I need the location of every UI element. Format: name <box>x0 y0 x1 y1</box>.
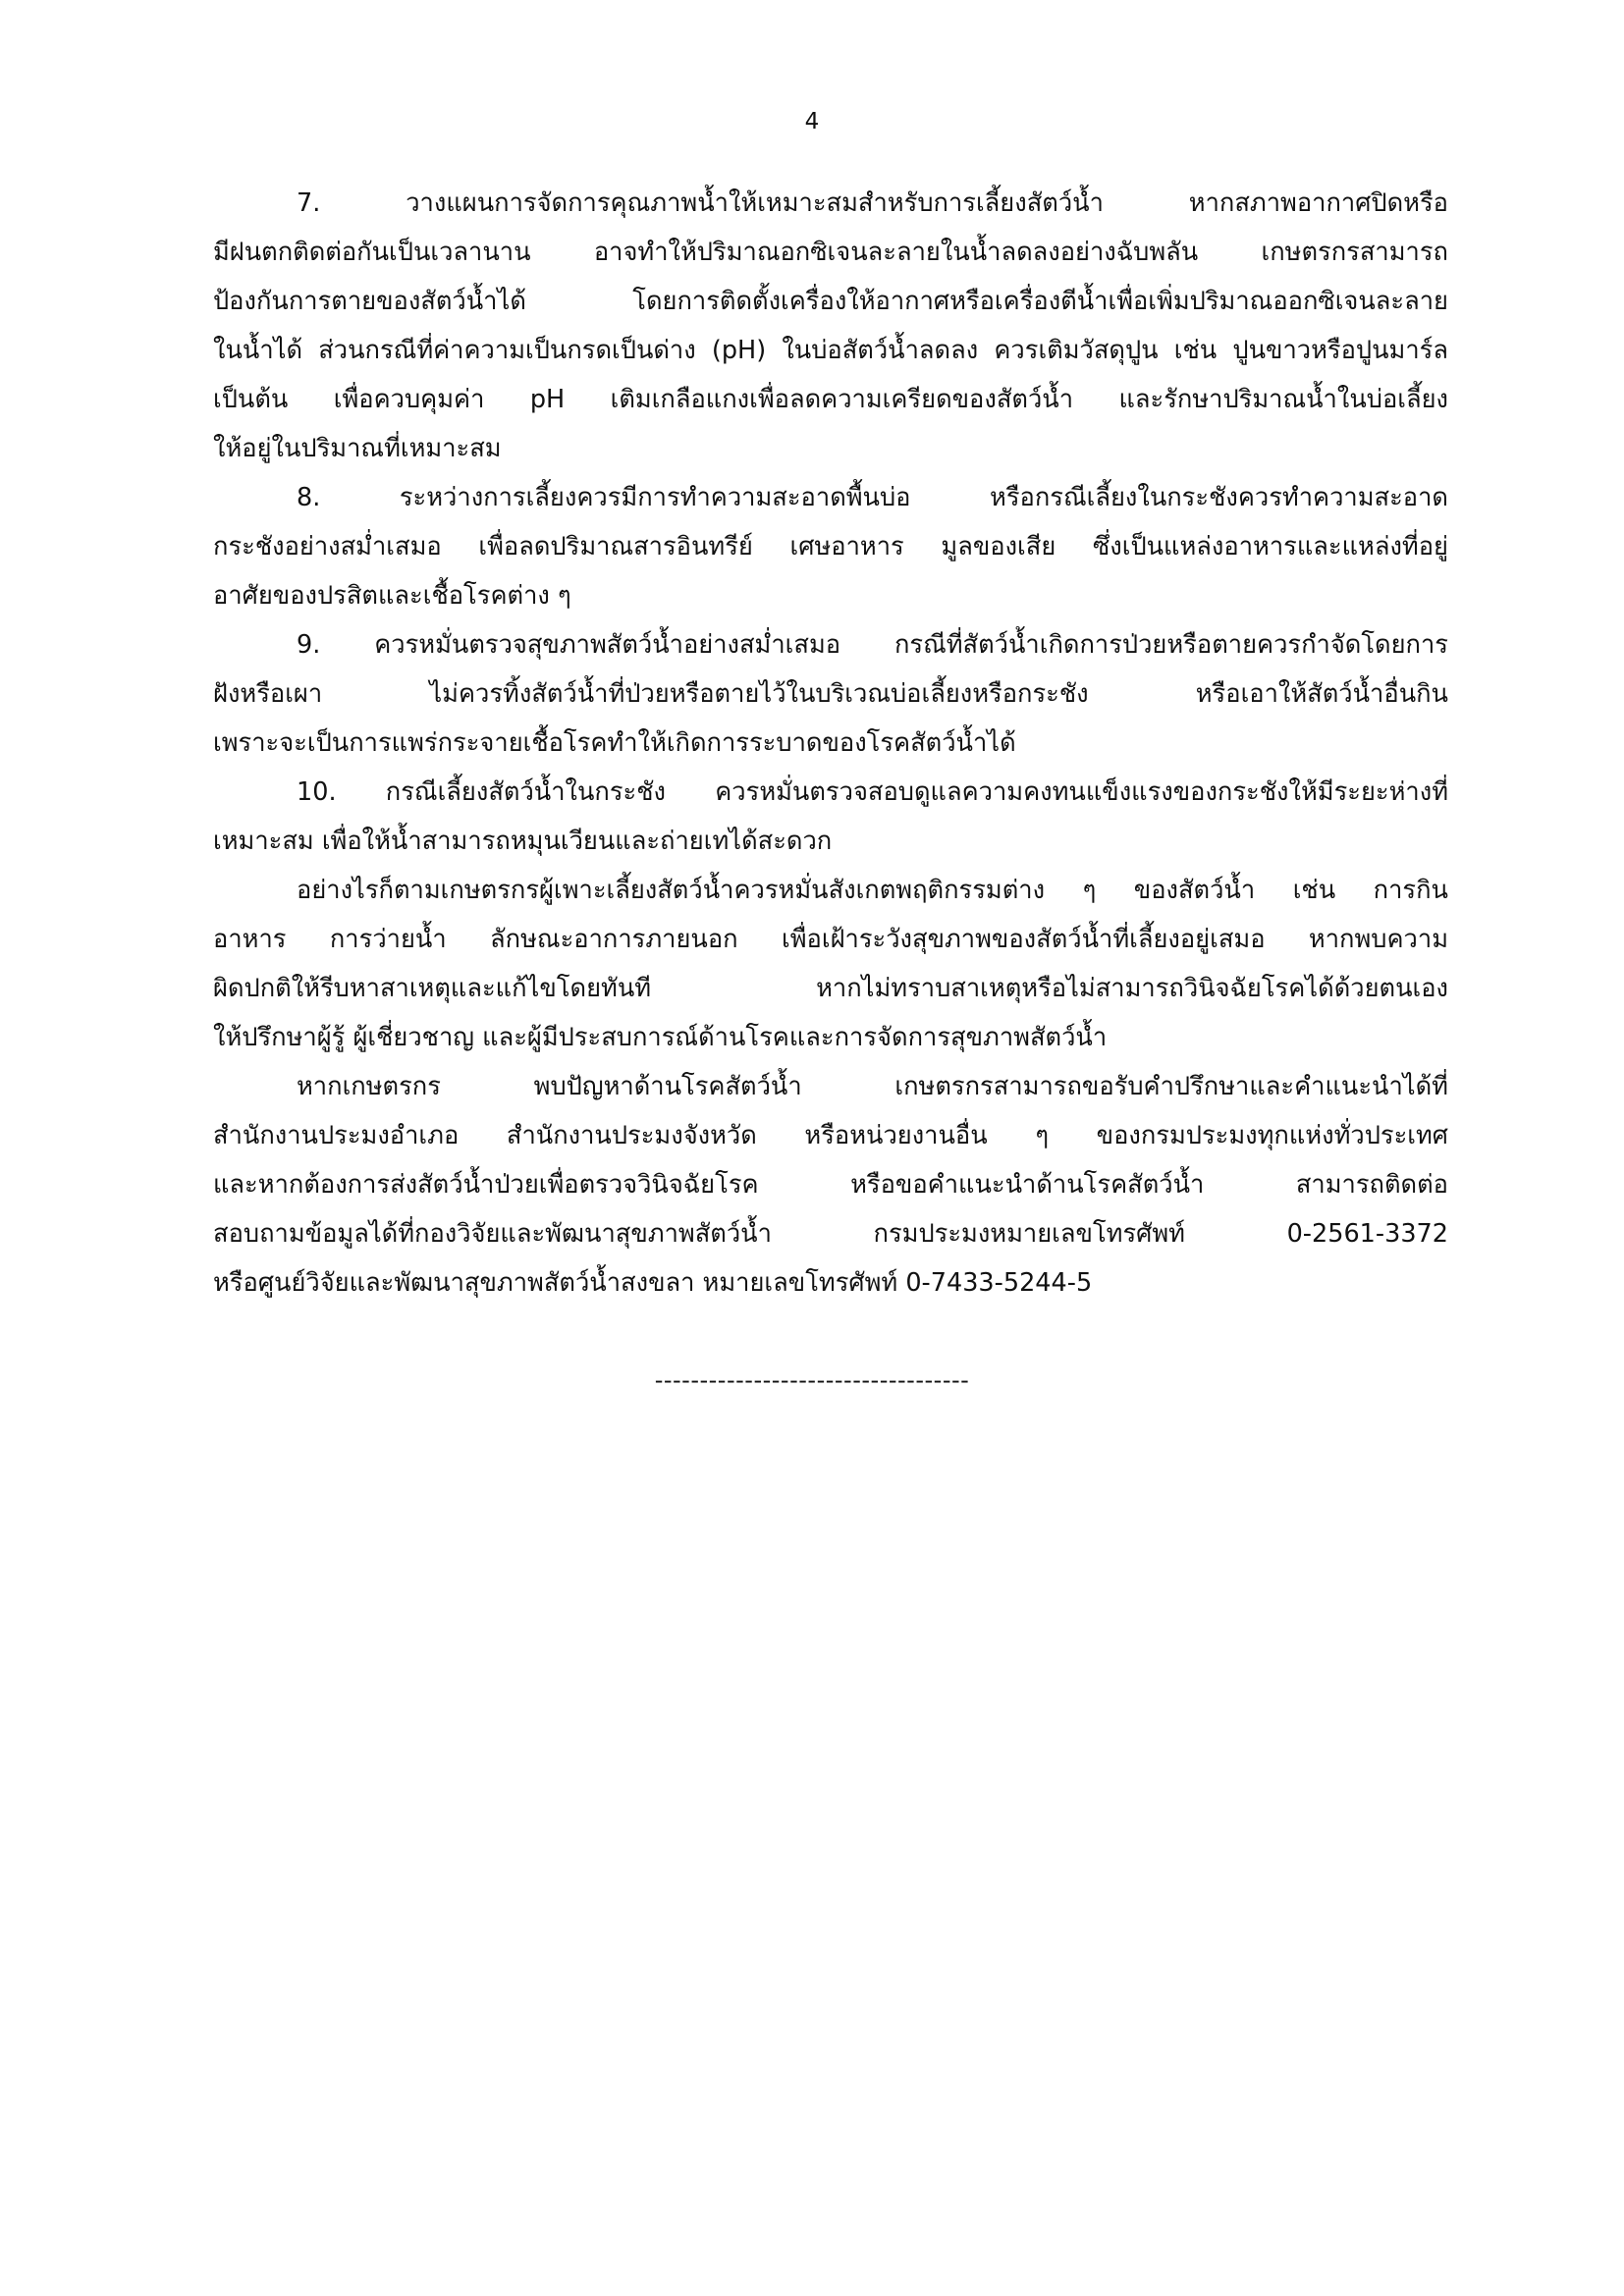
paragraph-line: ให้ปรึกษาผู้รู้ ผู้เชี่ยวชาญ และผู้มีประสบการณ์ด้านโรคและการจัดการสุขภาพสัตว์น้ำ <box>213 1023 1108 1052</box>
paragraph-line: ให้อยู่ในปริมาณที่เหมาะสม <box>213 434 502 463</box>
body-text <box>213 179 1448 1308</box>
paragraph-line: ป้องกันการตายของสัตว์น้ำได้ โดยการติดตั้งเครื่องให้อากาศหรือเครื่องตีน้ำเพื่อเพิ่มปริมาณออกซิเจนละลาย <box>213 287 1448 316</box>
end-separator: ----------------------------------- <box>654 1366 970 1394</box>
paragraph-line: สอบถามข้อมูลได้ที่กองวิจัยและพัฒนาสุขภาพสัตว์น้ำ กรมประมงหมายเลขโทรศัพท์ 0-2561-3372 <box>213 1219 1448 1249</box>
paragraph-item-8 <box>213 473 1448 620</box>
paragraph-line: 7. วางแผนการจัดการคุณภาพน้ำให้เหมาะสมสำหรับการเลี้ยงสัตว์น้ำ หากสภาพอากาศปิดหรือ <box>297 188 1448 218</box>
page-number: 4 <box>804 109 820 134</box>
paragraph-line: ในน้ำได้ ส่วนกรณีที่ค่าความเป็นกรดเป็นด่าง (pH) ในบ่อสัตว์น้ำลดลง ควรเติมวัสดุปูน เช่น ปูนขาวหรือปูนมาร์ล <box>213 336 1448 365</box>
paragraph-observation <box>213 866 1448 1062</box>
paragraph-contact <box>213 1062 1448 1308</box>
paragraph-line: หากเกษตรกร พบปัญหาด้านโรคสัตว์น้ำ เกษตรกรสามารถขอรับคำปรึกษาและคำแนะนำได้ที่ <box>297 1072 1448 1101</box>
paragraph-line: มีฝนตกติดต่อกันเป็นเวลานาน อาจทำให้ปริมาณอกซิเจนละลายในน้ำลดลงอย่างฉับพลัน เกษตรกรสามารถ <box>213 238 1448 267</box>
paragraph-line: เป็นต้น เพื่อควบคุมค่า pH เติมเกลือแกงเพื่อลดความเครียดของสัตว์น้ำ และรักษาปริมาณน้ำในบ่อเลี้ยง <box>213 385 1448 414</box>
paragraph-line: กระชังอย่างสม่ำเสมอ เพื่อลดปริมาณสารอินทรีย์ เศษอาหาร มูลของเสีย ซึ่งเป็นแหล่งอาหารและแหล่งที่อยู่ <box>213 532 1448 561</box>
paragraph-line: 8. ระหว่างการเลี้ยงควรมีการทำความสะอาดพื้นบ่อ หรือกรณีเลี้ยงในกระชังควรทำความสะอาด <box>297 483 1448 512</box>
paragraph-line: อย่างไรก็ตามเกษตรกรผู้เพาะเลี้ยงสัตว์น้ำควรหมั่นสังเกตพฤติกรรมต่าง ๆ ของสัตว์น้ำ เช่น การกิน <box>297 876 1448 905</box>
paragraph-line: ฝังหรือเผา ไม่ควรทิ้งสัตว์น้ำที่ป่วยหรือตายไว้ในบริเวณบ่อเลี้ยงหรือกระชัง หรือเอาให้สัตว์น้ำอื่นกิน <box>213 679 1448 709</box>
paragraph-line: อาศัยของปรสิตและเชื้อโรคต่าง ๆ <box>213 581 571 611</box>
paragraph-line: เพราะจะเป็นการแพร่กระจายเชื้อโรคทำให้เกิดการระบาดของโรคสัตว์น้ำได้ <box>213 728 1016 758</box>
paragraph-line: อาหาร การว่ายน้ำ ลักษณะอาการภายนอก เพื่อเฝ้าระวังสุขภาพของสัตว์น้ำที่เลี้ยงอยู่เสมอ หากพบความ <box>213 925 1448 954</box>
paragraph-line: สำนักงานประมงอำเภอ สำนักงานประมงจังหวัด หรือหน่วยงานอื่น ๆ ของกรมประมงทุกแห่งทั่วประเทศ <box>213 1121 1448 1150</box>
paragraph-item-10 <box>213 768 1448 866</box>
paragraph-item-9 <box>213 620 1448 768</box>
paragraph-line: 9. ควรหมั่นตรวจสุขภาพสัตว์น้ำอย่างสม่ำเสมอ กรณีที่สัตว์น้ำเกิดการป่วยหรือตายควรกำจัดโดยการ <box>297 630 1448 660</box>
paragraph-item-7 <box>213 179 1448 473</box>
paragraph-line: ผิดปกติให้รีบหาสาเหตุและแก้ไขโดยทันที หากไม่ทราบสาเหตุหรือไม่สามารถวินิจฉัยโรคได้ด้วยตนเอง <box>213 974 1448 1003</box>
paragraph-line: และหากต้องการส่งสัตว์น้ำป่วยเพื่อตรวจวินิจฉัยโรค หรือขอคำแนะนำด้านโรคสัตว์น้ำ สามารถติดต่อ <box>213 1170 1448 1200</box>
paragraph-line: เหมาะสม เพื่อให้น้ำสามารถหมุนเวียนและถ่ายเทได้สะดวก <box>213 827 833 856</box>
paragraph-line: 10. กรณีเลี้ยงสัตว์น้ำในกระชัง ควรหมั่นตรวจสอบดูแลความคงทนแข็งแรงของกระชังให้มีระยะห่างที่ <box>297 777 1448 807</box>
paragraph-line: หรือศูนย์วิจัยและพัฒนาสุขภาพสัตว์น้ำสงขลา หมายเลขโทรศัพท์ 0-7433-5244-5 <box>213 1268 1093 1298</box>
